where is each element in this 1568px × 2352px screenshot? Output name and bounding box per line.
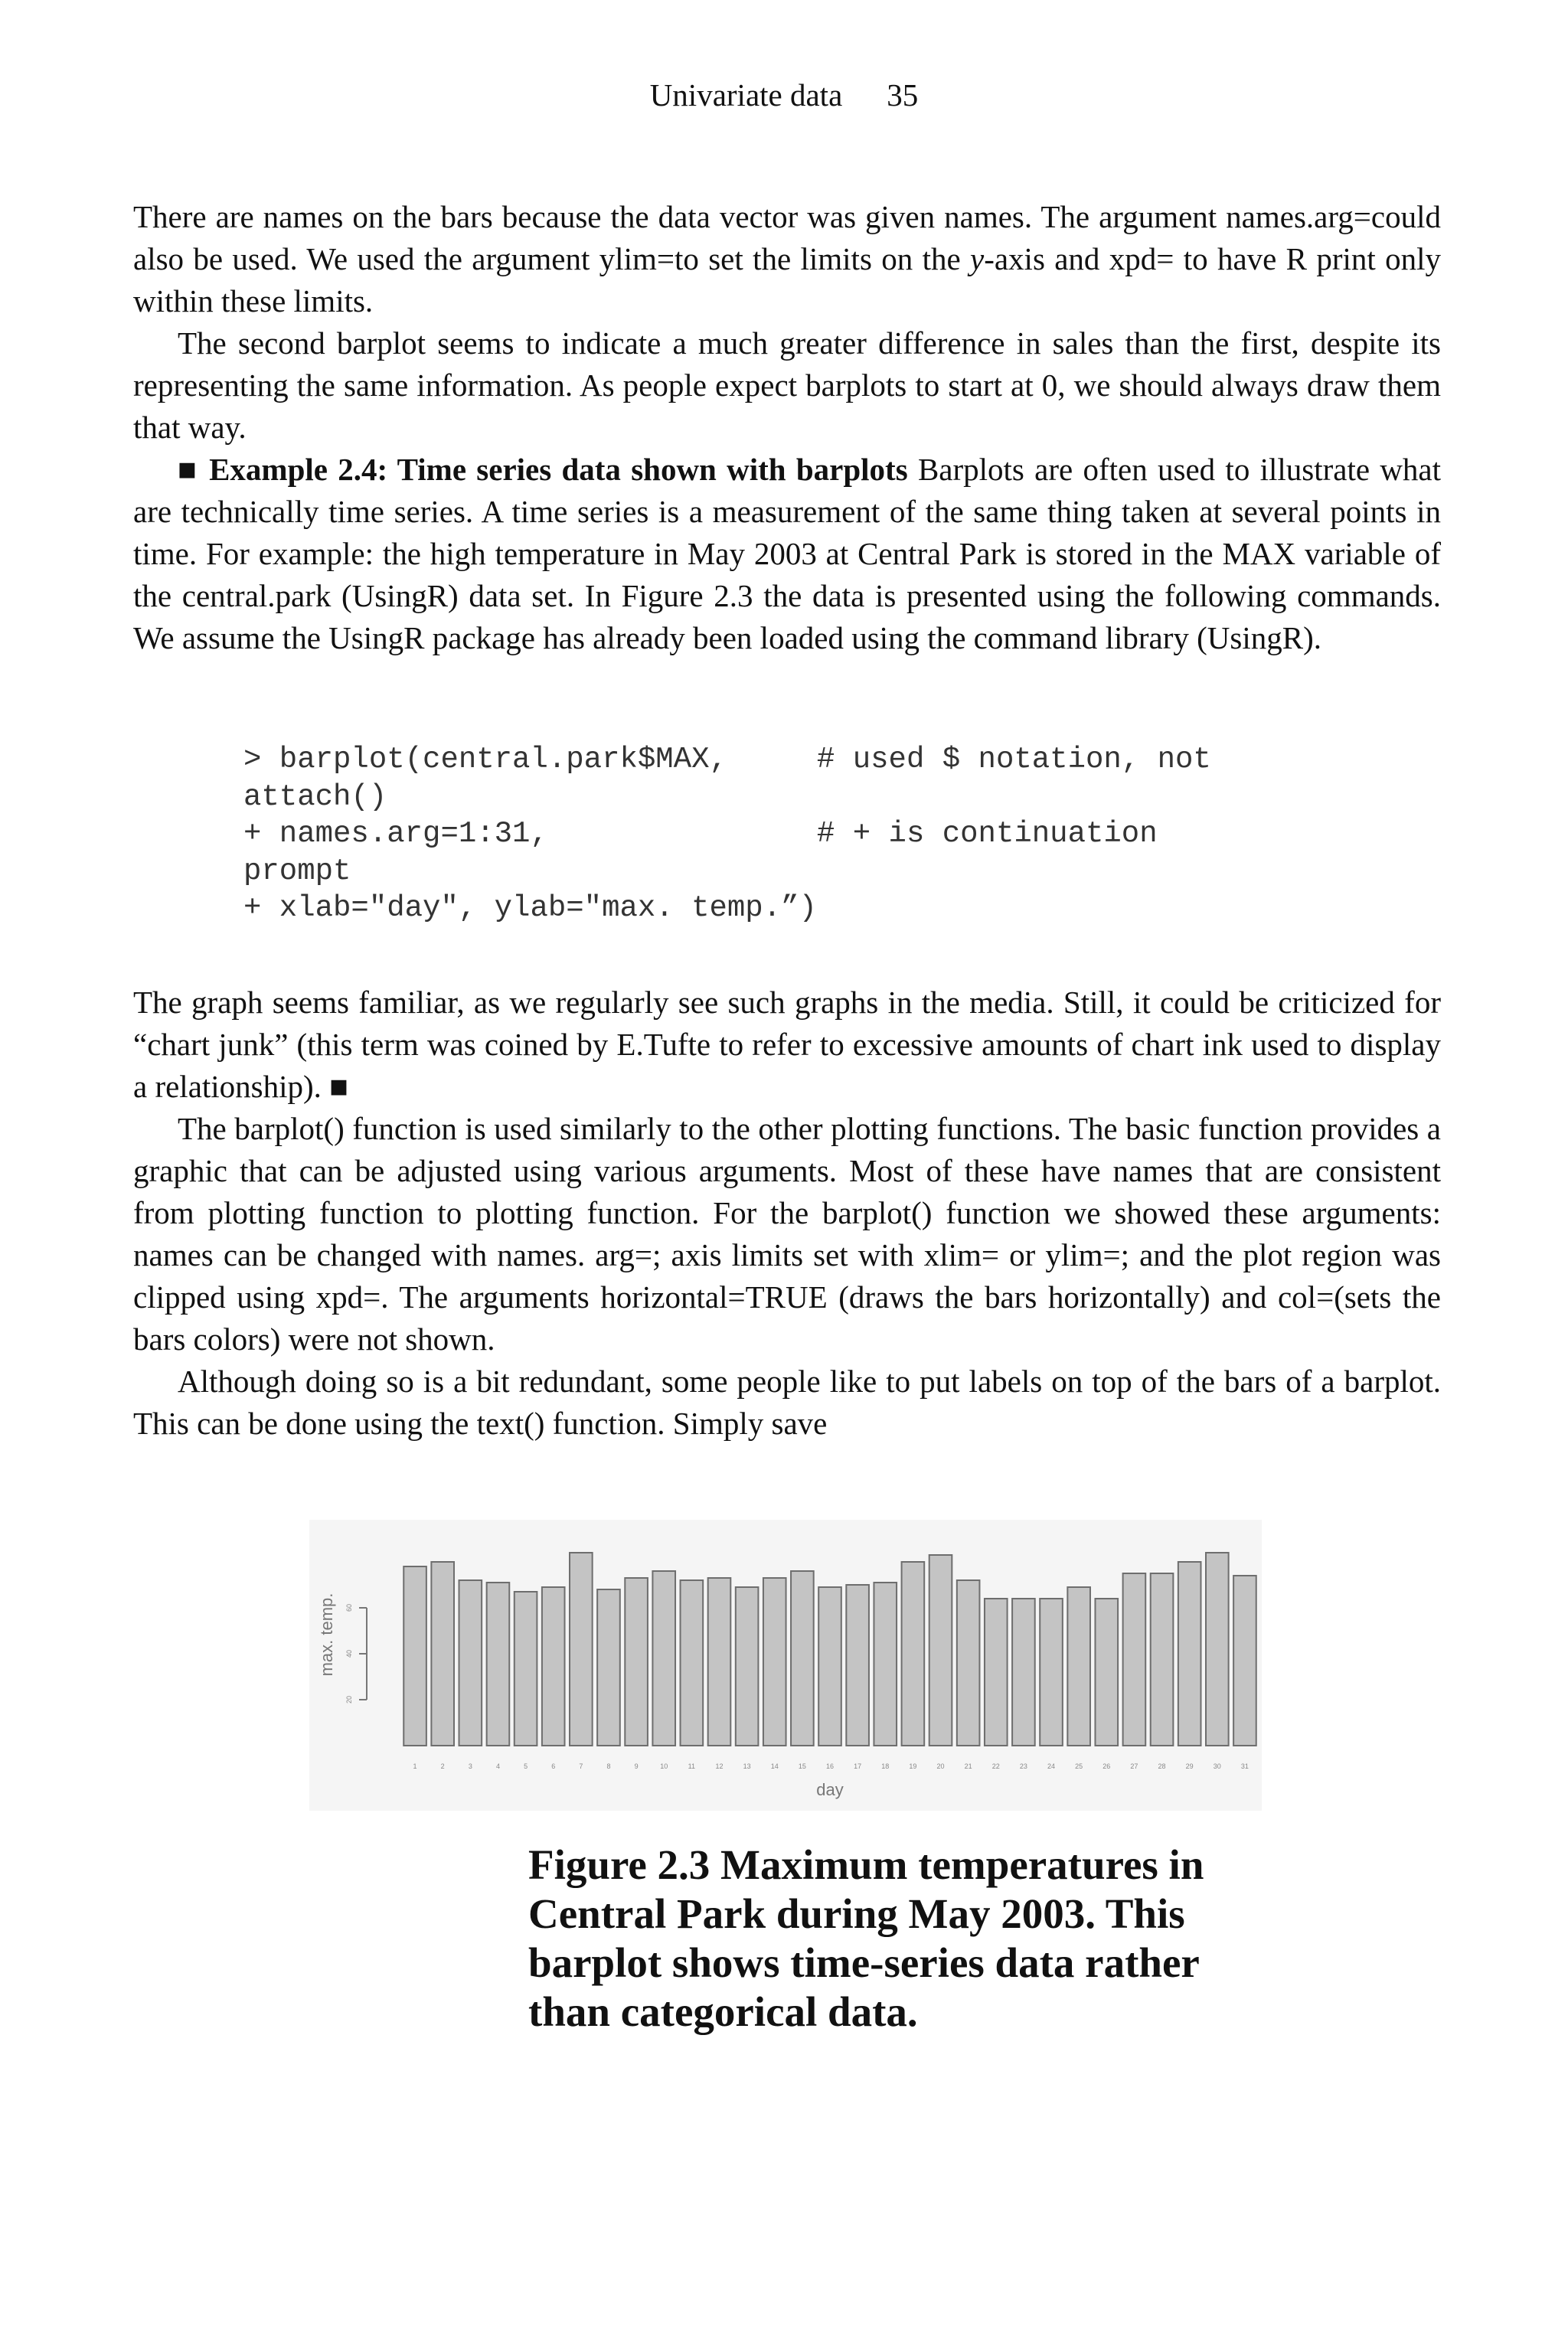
- bar: [542, 1587, 565, 1746]
- page-number: 35: [887, 77, 919, 113]
- bar: [1067, 1587, 1090, 1746]
- x-tick-label: 13: [743, 1762, 751, 1770]
- bar: [708, 1578, 731, 1746]
- y-tick-label: 40: [345, 1649, 353, 1658]
- body-text-bottom: [133, 982, 1441, 1445]
- y-tick-label: 20: [345, 1695, 353, 1704]
- example-body: Barplots are often used to illustrate what are technically time series. A time series is a measurement of the same thing taken at several points in time. For example: the high temperature in May 2003 at Central Park is stored in the MAX variable of the central.park (UsingR) data set. In Figure 2.3 the data is presented using the following commands. We assume the UsingR package has already been loaded using the command library (UsingR).: [133, 452, 1442, 655]
- x-tick-label: 23: [1019, 1762, 1027, 1770]
- x-axis-label: day: [816, 1780, 844, 1799]
- x-tick-label: 5: [524, 1762, 528, 1770]
- x-tick-label: 25: [1075, 1762, 1083, 1770]
- x-tick-label: 7: [579, 1762, 583, 1770]
- bar: [874, 1583, 897, 1746]
- code-line: + xlab="day", ylab="max. temp.”): [243, 891, 817, 925]
- bar: [1206, 1553, 1229, 1746]
- x-tick-label: 26: [1102, 1762, 1111, 1770]
- bar: [985, 1599, 1008, 1746]
- x-tick-label: 17: [854, 1762, 862, 1770]
- paragraph-text-function: Although doing so is a bit redundant, some people like to put labels on top of the bars of a barplot. This can be done using the text() function. Simply save: [133, 1364, 1441, 1441]
- x-tick-label: 4: [495, 1762, 500, 1770]
- bar: [1233, 1576, 1256, 1746]
- square-marker-icon: ■: [178, 452, 199, 487]
- y-axis-italic: y: [970, 241, 985, 276]
- x-tick-label: 20: [936, 1762, 945, 1770]
- running-head: [0, 75, 1568, 115]
- code-line: prompt: [243, 854, 351, 888]
- paragraph-names-arg: [133, 196, 1441, 322]
- bar: [736, 1587, 759, 1746]
- bar: [1178, 1562, 1201, 1746]
- bar: [652, 1571, 675, 1746]
- figure-2-3: [309, 1520, 1262, 1811]
- bar: [763, 1578, 786, 1746]
- x-tick-label: 12: [715, 1762, 724, 1770]
- code-line: > barplot(central.park$MAX, # used $ notation, not: [243, 743, 1211, 776]
- code-line: attach(): [243, 779, 387, 814]
- x-tick-label: 29: [1185, 1762, 1194, 1770]
- x-tick-label: 6: [551, 1762, 556, 1770]
- paragraph-chart-junk: The graph seems familiar, as we regularly see such graphs in the media. Still, it could be criticized for “chart junk” (this term was coined by E.Tufte to refer to excessive amounts of chart ink used to display a relationship). ■: [133, 985, 1441, 1104]
- bar: [818, 1587, 841, 1746]
- x-tick-label: 3: [468, 1762, 472, 1770]
- bar: [1123, 1573, 1146, 1746]
- running-head-title: Univariate data: [649, 77, 843, 113]
- bar: [570, 1553, 593, 1746]
- x-tick-label: 21: [964, 1762, 972, 1770]
- y-tick-label: 60: [345, 1603, 353, 1612]
- paragraph-example-2-4: [133, 449, 1441, 659]
- body-text-top: [133, 196, 1441, 659]
- bar: [929, 1555, 952, 1746]
- code-line: + names.arg=1:31, # + is continuation: [243, 817, 1158, 851]
- code-listing: [243, 741, 1354, 927]
- x-tick-label: 16: [825, 1762, 835, 1770]
- x-tick-label: 15: [798, 1762, 806, 1770]
- x-tick-label: 22: [991, 1762, 1000, 1770]
- x-tick-label: 28: [1158, 1762, 1166, 1770]
- bar: [625, 1578, 648, 1746]
- x-tick-label: 27: [1130, 1762, 1138, 1770]
- paragraph-barplot-function: The barplot() function is used similarly to the other plotting functions. The basic function provides a graphic that can be adjusted using various arguments. Most of these have names that are consistent from plotting function to plotting function. For the barplot() function we showed these arguments: names can be changed with names. arg=; axis limits set with xlim= or ylim=; and the plot region was clipped using xpd=. The arguments horizontal=TRUE (draws the bars horizontally) and col=(sets the bars colors) were not shown.: [133, 1111, 1441, 1357]
- y-axis-label: max. temp.: [317, 1592, 336, 1677]
- bar: [597, 1589, 620, 1746]
- x-tick-label: 31: [1240, 1762, 1249, 1770]
- bar: [791, 1571, 814, 1746]
- x-tick-label: 30: [1213, 1762, 1221, 1770]
- bar: [957, 1580, 980, 1746]
- bar: [902, 1562, 925, 1746]
- bar-chart: [309, 1520, 1262, 1811]
- x-tick-label: 10: [660, 1762, 668, 1770]
- figure-caption: Figure 2.3 Maximum temperatures in Central Park during May 2003. This barplot shows time-series data rather than categorical data.: [528, 1841, 1204, 2035]
- bar: [1095, 1599, 1118, 1746]
- bar: [459, 1580, 482, 1746]
- bar: [403, 1566, 426, 1746]
- x-tick-label: 1: [413, 1762, 417, 1770]
- bar: [681, 1580, 704, 1746]
- bar: [846, 1585, 869, 1746]
- example-heading: Example 2.4: Time series data shown with barplots: [209, 452, 908, 487]
- bar: [1151, 1573, 1174, 1746]
- bar: [487, 1583, 510, 1746]
- bar: [1040, 1599, 1063, 1746]
- x-tick-label: 14: [770, 1762, 779, 1770]
- x-tick-label: 9: [634, 1762, 639, 1770]
- x-tick-label: 8: [606, 1762, 611, 1770]
- x-tick-label: 19: [909, 1762, 917, 1770]
- x-tick-label: 11: [688, 1762, 696, 1770]
- bar: [514, 1592, 537, 1746]
- x-tick-label: 2: [440, 1762, 445, 1770]
- bar: [431, 1562, 454, 1746]
- bar: [1012, 1599, 1035, 1746]
- x-tick-label: 18: [881, 1762, 890, 1770]
- paragraph-text: There are names on the bars because the data vector was given names. The argument names.arg=could also be used. We used the argument ylim=to set the limits on the: [133, 199, 1441, 276]
- paragraph-text-tail: -axis and xpd= to have R print only within these limits.: [133, 241, 1442, 318]
- x-tick-label: 24: [1047, 1762, 1056, 1770]
- paragraph-second-barplot: The second barplot seems to indicate a much greater difference in sales than the first, despite its representing the same information. As people expect barplots to start at 0, we should always draw them that way.: [133, 325, 1441, 445]
